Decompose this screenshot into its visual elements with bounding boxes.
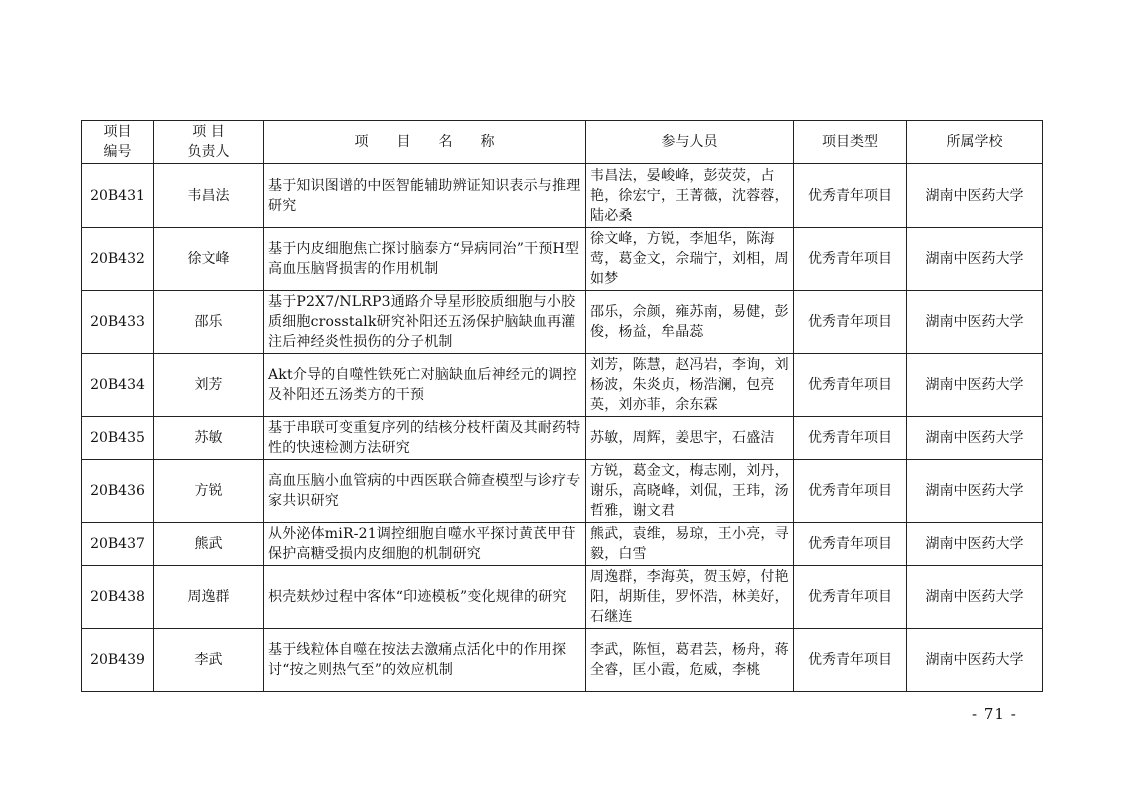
- project-leader: 刘芳: [154, 354, 264, 417]
- project-code: 20B438: [82, 566, 154, 629]
- project-leader: 徐文峰: [154, 228, 264, 291]
- page-number: - 71 -: [972, 705, 1017, 723]
- project-leader: 苏敏: [154, 417, 264, 460]
- project-code: 20B431: [82, 164, 154, 228]
- project-school: 湖南中医药大学: [907, 460, 1043, 523]
- header-type: 项目类型: [794, 121, 907, 164]
- project-members: 周逸群，李海英，贺玉婷，付艳阳，胡斯佳，罗怀浩，林美好，石继连: [586, 566, 794, 629]
- header-members: 参与人员: [586, 121, 794, 164]
- project-name: 基于串联可变重复序列的结核分枝杆菌及其耐药特性的快速检测方法研究: [264, 417, 586, 460]
- project-name: Akt介导的自噬性铁死亡对脑缺血后神经元的调控及补阳还五汤类方的干预: [264, 354, 586, 417]
- project-name: 从外泌体miR-21调控细胞自噬水平探讨黄芪甲苷保护高糖受损内皮细胞的机制研究: [264, 523, 586, 566]
- table-row: [82, 629, 1043, 692]
- project-type: 优秀青年项目: [794, 417, 907, 460]
- header-name: 项 目 名 称: [264, 121, 586, 164]
- project-school: 湖南中医药大学: [907, 354, 1043, 417]
- project-code: 20B439: [82, 629, 154, 692]
- project-members: 方锐，葛金文，梅志刚，刘丹，谢乐，高晓峰，刘侃，王玮，汤哲雅，谢文君: [586, 460, 794, 523]
- project-members: 苏敏，周辉，姜思宇，石盛洁: [586, 417, 794, 460]
- table-row: [82, 523, 1043, 566]
- project-members: 韦昌法，晏峻峰，彭荧荧，占艳，徐宏宁，王菁薇，沈蓉蓉，陆必桑: [586, 164, 794, 228]
- project-members: 李武，陈恒，葛君芸，杨舟，蒋全睿，匡小霞，危威，李桃: [586, 629, 794, 692]
- table-row: [82, 566, 1043, 629]
- project-leader: 李武: [154, 629, 264, 692]
- project-leader: 韦昌法: [154, 164, 264, 228]
- project-leader: 熊武: [154, 523, 264, 566]
- project-school: 湖南中医药大学: [907, 291, 1043, 354]
- project-name: 基于内皮细胞焦亡探讨脑泰方“异病同治”干预H型高血压脑肾损害的作用机制: [264, 228, 586, 291]
- project-leader: 方锐: [154, 460, 264, 523]
- project-name: 高血压脑小血管病的中西医联合筛查模型与诊疗专家共识研究: [264, 460, 586, 523]
- table-row: [82, 164, 1043, 228]
- header-code: 项目 编号: [82, 121, 154, 164]
- table-row: [82, 460, 1043, 523]
- project-members: 刘芳，陈慧，赵冯岩，李询，刘杨波，朱炎贞，杨浩澜，包亮英，刘亦菲，余东霖: [586, 354, 794, 417]
- project-type: 优秀青年项目: [794, 291, 907, 354]
- project-name: 基于知识图谱的中医智能辅助辨证知识表示与推理研究: [264, 164, 586, 228]
- table-row: [82, 417, 1043, 460]
- project-name: 枳壳麸炒过程中客体“印迹模板”变化规律的研究: [264, 566, 586, 629]
- project-school: 湖南中医药大学: [907, 228, 1043, 291]
- project-type: 优秀青年项目: [794, 164, 907, 228]
- project-type: 优秀青年项目: [794, 523, 907, 566]
- header-school: 所属学校: [907, 121, 1043, 164]
- project-members: 熊武，袁维，易琼，王小亮，寻毅，白雪: [586, 523, 794, 566]
- table-row: [82, 228, 1043, 291]
- project-leader: 周逸群: [154, 566, 264, 629]
- header-leader: 项 目 负责人: [154, 121, 264, 164]
- project-code: 20B436: [82, 460, 154, 523]
- project-code: 20B433: [82, 291, 154, 354]
- project-type: 优秀青年项目: [794, 228, 907, 291]
- project-code: 20B435: [82, 417, 154, 460]
- project-type: 优秀青年项目: [794, 566, 907, 629]
- project-code: 20B437: [82, 523, 154, 566]
- project-school: 湖南中医药大学: [907, 629, 1043, 692]
- table-row: [82, 291, 1043, 354]
- project-school: 湖南中医药大学: [907, 566, 1043, 629]
- project-name: 基于P2X7/NLRP3通路介导星形胶质细胞与小胶质细胞crosstalk研究补阳还五汤保护脑缺血再灌注后神经炎性损伤的分子机制: [264, 291, 586, 354]
- project-type: 优秀青年项目: [794, 629, 907, 692]
- projects-table: [81, 120, 1043, 692]
- project-school: 湖南中医药大学: [907, 417, 1043, 460]
- header-row: [82, 121, 1043, 164]
- project-members: 徐文峰，方锐，李旭华，陈海莺，葛金文，佘瑞宁，刘相，周如梦: [586, 228, 794, 291]
- project-name: 基于线粒体自噬在按法去激痛点活化中的作用探讨“按之则热气至”的效应机制: [264, 629, 586, 692]
- project-leader: 邵乐: [154, 291, 264, 354]
- project-school: 湖南中医药大学: [907, 523, 1043, 566]
- project-code: 20B434: [82, 354, 154, 417]
- project-members: 邵乐，佘颜，雍苏南，易健，彭俊，杨益，牟晶蕊: [586, 291, 794, 354]
- table-row: [82, 354, 1043, 417]
- project-school: 湖南中医药大学: [907, 164, 1043, 228]
- project-type: 优秀青年项目: [794, 460, 907, 523]
- project-code: 20B432: [82, 228, 154, 291]
- project-type: 优秀青年项目: [794, 354, 907, 417]
